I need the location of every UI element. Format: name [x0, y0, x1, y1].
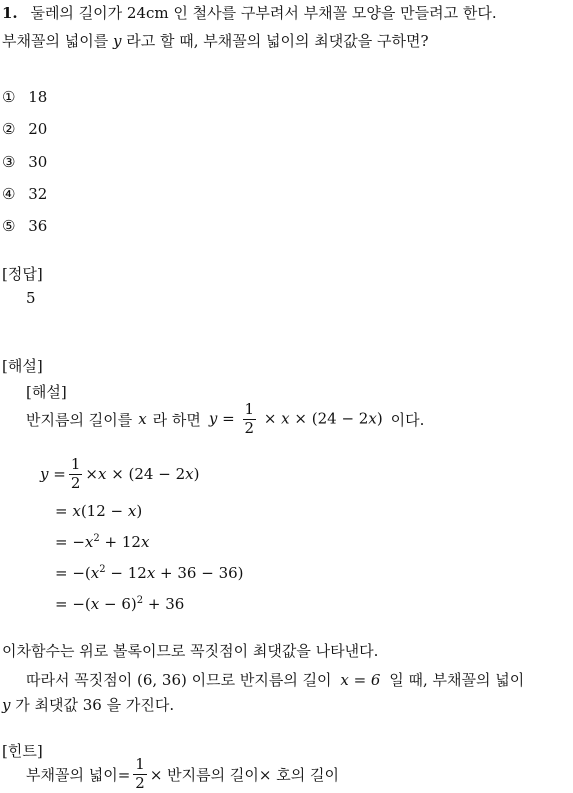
- hint-text: [26, 755, 339, 793]
- derivation-step-3: = $-(x^2 - 12x + 36 - 36)$: [55, 564, 244, 582]
- question-text: 둘레의 길이가 24cm 인 철사를 구부려서 부채꼴 모양을 만들려고 한다.: [30, 4, 497, 22]
- conclusion-text: 가 최댓값 36 을 가진다.: [15, 696, 175, 714]
- area-formula: y = $\frac{1}{2}$ × x × (24 − 2x): [208, 399, 383, 437]
- explanation-sublabel: [해설]: [26, 383, 67, 401]
- question-text-part: 부채꼴의 넓이를: [2, 32, 109, 50]
- option-value: 32: [28, 185, 48, 203]
- intro-text: 라 하면: [152, 410, 201, 429]
- question-line-1: [2, 2, 497, 23]
- question-line-2: [2, 30, 429, 51]
- fraction-one-half: $\frac{1}{2}$: [70, 454, 81, 492]
- hint-label: [힌트]: [2, 742, 43, 760]
- conclusion-text: 따라서 꼭짓점이 (6, 36) 이므로 반지름의 길이: [26, 671, 332, 689]
- option-value: 18: [28, 88, 48, 106]
- option-value: 36: [28, 217, 48, 235]
- conclusion-text: 일 때, 부채꼴의 넓이: [389, 671, 525, 689]
- variable-x: x: [138, 410, 147, 428]
- explanation-intro: [26, 397, 424, 441]
- option-value: 30: [28, 153, 48, 171]
- option-4[interactable]: [2, 185, 47, 203]
- hint-text-part: 부채꼴의 넓이=: [26, 765, 131, 784]
- option-5[interactable]: [2, 217, 47, 235]
- option-mark: ②: [2, 120, 16, 138]
- variable-y: y: [2, 696, 11, 714]
- question-number: 1.: [2, 4, 18, 22]
- hint-text-part: × 반지름의 길이× 호의 길이: [149, 765, 339, 784]
- conclusion-line-3: [2, 694, 174, 715]
- option-mark: ①: [2, 88, 16, 106]
- equation-x-6: x = 6: [340, 671, 381, 689]
- option-2[interactable]: [2, 120, 47, 138]
- explanation-label: [해설]: [2, 357, 43, 375]
- variable-y: y: [112, 32, 122, 50]
- option-1[interactable]: [2, 88, 47, 106]
- derivation-step-4: = $-(x - 6)^2 + 36$: [55, 595, 185, 613]
- option-3[interactable]: [2, 153, 47, 171]
- option-value: 20: [28, 120, 48, 138]
- answer-label: [정답]: [2, 265, 43, 283]
- intro-text: 반지름의 길이를: [26, 410, 133, 429]
- derivation-step-2: = $-x^2 + 12x$: [55, 533, 150, 551]
- fraction-one-half: $\frac{1}{2}$: [244, 399, 255, 437]
- conclusion-line-2: [26, 669, 524, 690]
- option-mark: ⑤: [2, 217, 16, 235]
- conclusion-line-1: 이차함수는 위로 볼록이므로 꼭짓점이 최댓값을 나타낸다.: [2, 642, 379, 660]
- question-text-part: 라고 할 때, 부채꼴의 넓이의 최댓값을 구하면?: [126, 32, 429, 50]
- option-mark: ③: [2, 153, 16, 171]
- option-mark: ④: [2, 185, 16, 203]
- fraction-one-half: $\frac{1}{2}$: [135, 754, 145, 792]
- intro-text: 이다.: [390, 410, 425, 429]
- derivation-first-line: y = $\frac{1}{2}$ × x × (24 − 2 x ): [40, 454, 200, 492]
- derivation-step-1: = x(12 − x): [55, 502, 143, 520]
- answer-value: 5: [26, 289, 36, 307]
